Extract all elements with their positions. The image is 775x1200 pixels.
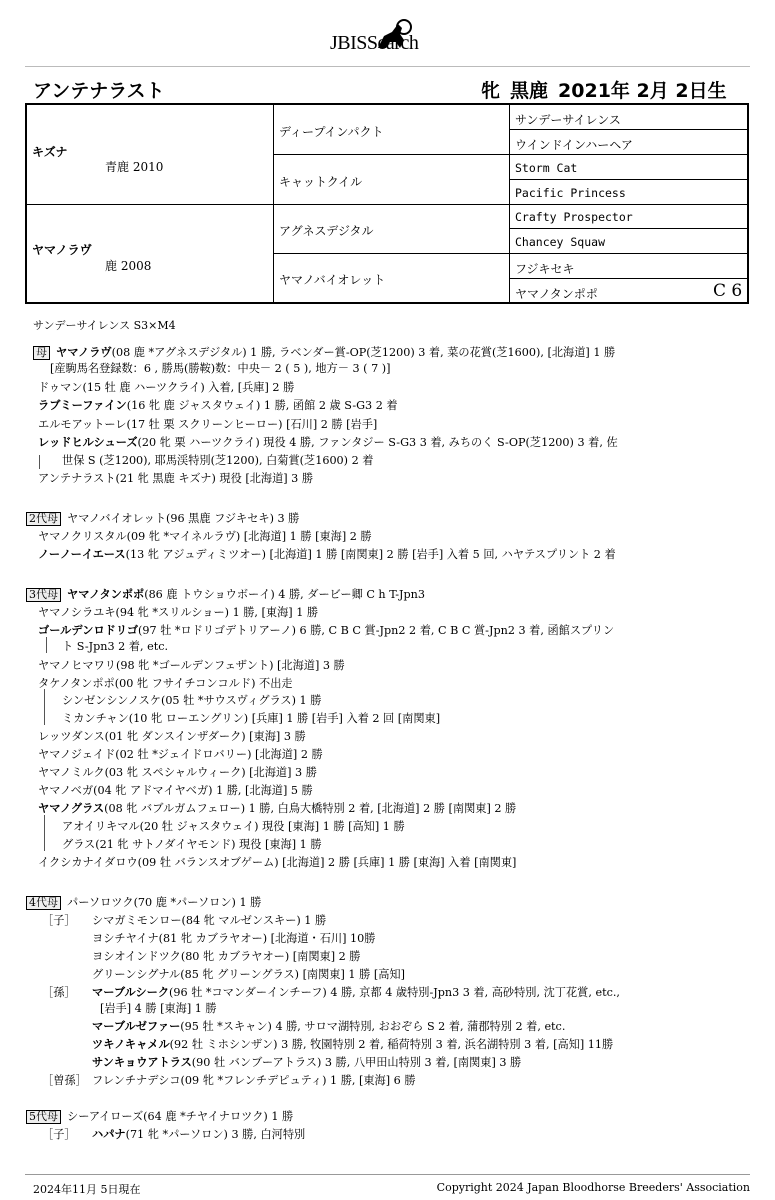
relation-label: ［曽孫］	[42, 1074, 87, 1087]
family-line	[92, 1128, 305, 1142]
sire-name[interactable]: キズナ	[32, 145, 68, 159]
family-line	[92, 932, 375, 946]
line-text: [産駒馬名登録数：6 , 勝馬(勝鞍)数：中央－ 2 ( 5 ), 地方－ 3 ( 7 )]	[50, 362, 391, 375]
family-line	[92, 968, 405, 982]
line-text: (13 牝 アジュディミツオー) [北海道] 1 勝 [南関東] 2 勝 [岩手] 入着 5 回, ハヤテスプリント 2 着	[125, 548, 616, 561]
line-text: 世保 S (芝1200), 耶馬渓特別(芝1200), 白菊賞(芝1600) 2 着	[62, 454, 374, 467]
family-line	[92, 1074, 416, 1088]
horse-birth: 2021年 2月 2日生	[558, 80, 727, 102]
logo-text-search: Search	[366, 32, 419, 54]
inbreeding-note: サンデーサイレンス S3×M4	[33, 319, 176, 332]
family-line	[38, 399, 398, 413]
line-text: シマガミモンロー(84 牝 マルゼンスキー) 1 勝	[92, 914, 327, 927]
jbis-search-logo[interactable]	[330, 18, 460, 58]
family-line	[38, 748, 323, 762]
horse-color: 黒鹿	[510, 80, 549, 102]
relation-label: ［子］	[42, 1128, 76, 1141]
line-text: ヤマノバイオレット(96 黒鹿 フジキセキ) 3 勝	[67, 512, 300, 525]
g3-7[interactable]: フジキセキ	[515, 262, 575, 276]
generation-tag: 母	[33, 346, 50, 360]
horse-link[interactable]: ノーノーイエース	[38, 548, 126, 561]
dam-dam[interactable]: ヤマノバイオレット	[279, 273, 386, 287]
horse-link[interactable]: ラブミーファイン	[38, 399, 127, 412]
line-text: ヤマノベガ(04 牝 アドマイヤベガ) 1 勝, [北海道] 5 勝	[38, 784, 313, 797]
line-text: エルモアットーレ(17 牡 栗 スクリーンヒーロー) [石川] 2 勝 [岩手]	[38, 418, 378, 431]
horse-info	[481, 76, 737, 103]
family-line	[38, 606, 318, 620]
footer-divider	[25, 1174, 750, 1175]
generation-heading	[33, 346, 615, 360]
sire-sire[interactable]: ディープインパクト	[279, 125, 384, 139]
footer-date: 2024年11月 5日現在	[33, 1183, 141, 1196]
line-text: (97 牡 *ロドリゴデトリアーノ) 6 勝, C B C 賞-Jpn2 2 着, C B C 賞-Jpn2 3 着, 函館スプリン	[138, 624, 615, 637]
generation-tag: 2代母	[26, 512, 61, 526]
generation-tag: 3代母	[26, 588, 61, 602]
line-text: (20 牝 栗 ハーツクライ) 現役 4 勝, ファンタジー S-G3 3 着, みちのく S-OP(芝1200) 3 着, 佐	[137, 436, 618, 449]
line-text: (90 牡 バンブーアトラス) 3 勝, 八甲田山特別 3 着, [南関東] 3 勝	[191, 1056, 522, 1069]
family-line	[62, 820, 405, 834]
line-text: シンゼンシンノスケ(05 牡 *サウスヴィグラス) 1 勝	[62, 694, 322, 707]
generation-tag: 4代母	[26, 896, 61, 910]
indent-bar	[39, 455, 40, 469]
generation-heading	[26, 1110, 293, 1124]
family-line	[50, 362, 391, 376]
line-text: レッツダンス(01 牝 ダンスインザダーク) [東海] 3 勝	[38, 730, 306, 743]
logo-text-jbis: JBIS	[330, 32, 367, 54]
relation-label: ［子］	[42, 914, 76, 927]
family-line	[92, 1038, 613, 1052]
g3-2[interactable]: ウインドインハーヘア	[515, 138, 633, 152]
family-line	[38, 677, 293, 691]
indent-bar	[46, 637, 47, 653]
line-text: ヤマノクリスタル(09 牝 *マイネルラヴ) [北海道] 1 勝 [東海] 2 勝	[38, 530, 372, 543]
generation-heading	[26, 512, 299, 526]
horse-link[interactable]: ハパナ	[92, 1128, 126, 1141]
line-text: (96 牡 *コマンダーインチーフ) 4 勝, 京都 4 歳特別-Jpn3 3 着, 高砂特別, 沈丁花賞, etc.,	[169, 986, 620, 999]
family-line	[62, 454, 373, 468]
generation-tag: 5代母	[26, 1110, 61, 1124]
pedigree-table	[25, 103, 749, 304]
family-line	[38, 436, 618, 450]
family-line	[38, 624, 614, 638]
g3-6[interactable]: Chancey Squaw	[515, 235, 606, 249]
line-text: ヤマノジェイド(02 牡 *ジェイドロバリー) [北海道] 2 勝	[38, 748, 323, 761]
line-text: ヤマノヒマワリ(98 牝 *ゴールデンフェザント) [北海道] 3 勝	[38, 659, 345, 672]
horse-link[interactable]: マーブルゼファー	[92, 1020, 181, 1033]
family-line	[38, 784, 313, 798]
line-text: ミカンチャン(10 牝 ローエングリン) [兵庫] 1 勝 [岩手] 入着 2 回 [南関東]	[62, 712, 441, 725]
line-text: (08 牝 バブルガムフェロー) 1 勝, 白鳥大橋特別 2 着, [北海道] 2 勝 [南関東] 2 勝	[104, 802, 517, 815]
g3-4[interactable]: Pacific Princess	[515, 186, 626, 200]
indent-bar	[44, 815, 45, 851]
family-line	[38, 802, 516, 816]
line-text: グラス(21 牝 サトノダイヤモンド) 現役 [東海] 1 勝	[62, 838, 322, 851]
family-line	[62, 640, 168, 654]
line-text: ドゥマン(15 牡 鹿 ハーツクライ) 入着, [兵庫] 2 勝	[38, 381, 295, 394]
line-text: (08 鹿 *アグネスデジタル) 1 勝, ラベンダー賞-OP(芝1200) 3 着, 菜の花賞(芝1600), [北海道] 1 勝	[111, 346, 616, 359]
horse-link[interactable]: マーブルシーク	[92, 986, 170, 999]
family-line	[38, 418, 377, 432]
line-text: ヨシチヤイナ(81 牝 カブラヤオー) [北海道・石川] 10勝	[92, 932, 376, 945]
family-line	[38, 856, 516, 870]
family-line	[62, 838, 322, 852]
family-line	[92, 914, 326, 928]
family-number: C 6	[713, 281, 743, 301]
family-line	[62, 712, 440, 726]
line-text: [岩手] 4 勝 [東海] 1 勝	[100, 1002, 217, 1015]
line-text: ヨシオインドツク(80 牝 カブラヤオー) [南関東] 2 勝	[92, 950, 361, 963]
line-text: ヤマノミルク(03 牝 スペシャルウィーク) [北海道] 3 勝	[38, 766, 317, 779]
relation-label: ［孫］	[42, 986, 76, 999]
line-text: ト S-Jpn3 2 着, etc.	[62, 640, 169, 653]
family-line	[100, 1002, 217, 1016]
family-line	[38, 766, 317, 780]
g3-3[interactable]: Storm Cat	[515, 161, 578, 175]
line-text: シーアイローズ(64 鹿 *チヤイナロツク) 1 勝	[67, 1110, 294, 1123]
g3-5[interactable]: Crafty Prospector	[515, 210, 633, 224]
line-text: (86 鹿 トウショウボーイ) 4 勝, ダービー卿 C h T-Jpn3	[144, 588, 425, 601]
family-line	[62, 694, 321, 708]
indent-bar	[44, 689, 45, 725]
family-line	[92, 986, 620, 1000]
horse-name: アンテナラスト	[33, 80, 165, 102]
generation-heading	[26, 588, 425, 602]
family-line	[38, 730, 306, 744]
horse-link[interactable]: レッドヒルシューズ	[38, 436, 138, 449]
family-line	[92, 950, 361, 964]
g3-8[interactable]: ヤマノタンポポ	[515, 287, 598, 301]
horse-link[interactable]: ヤマノグラス	[38, 802, 105, 815]
family-line	[38, 548, 616, 562]
dam-name[interactable]: ヤマノラヴ	[32, 243, 92, 257]
sire-dam[interactable]: キャットクイル	[279, 175, 363, 189]
line-text: フレンチナデシコ(09 牝 *フレンチデピュティ) 1 勝, [東海] 6 勝	[92, 1074, 416, 1087]
horse-link[interactable]: ヤマノラヴ	[56, 346, 112, 359]
family-line	[38, 659, 345, 673]
line-text: アンテナラスト(21 牝 黒鹿 キズナ) 現役 [北海道] 3 勝	[38, 472, 314, 485]
footer-copyright: Copyright 2024 Japan Bloodhorse Breeders' Association	[436, 1181, 750, 1194]
dam-color-year: 鹿 2008	[105, 259, 152, 273]
sire-color-year: 青鹿 2010	[105, 160, 164, 174]
horse-link[interactable]: ゴールデンロドリゴ	[38, 624, 139, 637]
line-text: タケノタンポポ(00 牝 フサイチコンコルド) 不出走	[38, 677, 293, 690]
family-line	[92, 1056, 521, 1070]
family-line	[38, 381, 294, 395]
line-text: イクシカナイダロウ(09 牡 バランスオブゲーム) [北海道] 2 勝 [兵庫] 1 勝 [東海] 入着 [南関東]	[38, 856, 517, 869]
family-line	[38, 530, 372, 544]
horse-sex: 牝	[481, 80, 501, 102]
dam-sire[interactable]: アグネスデジタル	[279, 224, 374, 238]
horse-link[interactable]: ヤマノタンポポ	[67, 588, 145, 601]
horse-link[interactable]: ツキノキャメル	[92, 1038, 170, 1051]
line-text: (16 牝 鹿 ジャスタウェイ) 1 勝, 函館 2 歳 S-G3 2 着	[126, 399, 398, 412]
family-line	[92, 1020, 565, 1034]
horse-link[interactable]: サンキョウアトラス	[92, 1056, 192, 1069]
line-text: グリーンシグナル(85 牝 グリーングラス) [南関東] 1 勝 [高知]	[92, 968, 405, 981]
line-text: (92 牡 ミホシンザン) 3 勝, 牧園特別 2 着, 稲荷特別 3 着, 浜名湖特別 3 着, [高知] 11勝	[169, 1038, 614, 1051]
g3-1[interactable]: サンデーサイレンス	[515, 113, 621, 127]
line-text: アオイリキマル(20 牡 ジャスタウェイ) 現役 [東海] 1 勝 [高知] 1 勝	[62, 820, 405, 833]
line-text: (71 牝 *パーソロン) 3 勝, 白河特別	[125, 1128, 306, 1141]
family-line	[38, 472, 313, 486]
line-text: パーソロツク(70 鹿 *パーソロン) 1 勝	[67, 896, 262, 909]
line-text: (95 牡 *スキャン) 4 勝, サロマ湖特別, おおぞら S 2 着, 蒲郡特別 2 着, etc.	[180, 1020, 566, 1033]
line-text: ヤマノシラユキ(94 牝 *スリルショー) 1 勝, [東海] 1 勝	[38, 606, 319, 619]
generation-heading	[26, 896, 261, 910]
header-divider	[25, 66, 750, 67]
